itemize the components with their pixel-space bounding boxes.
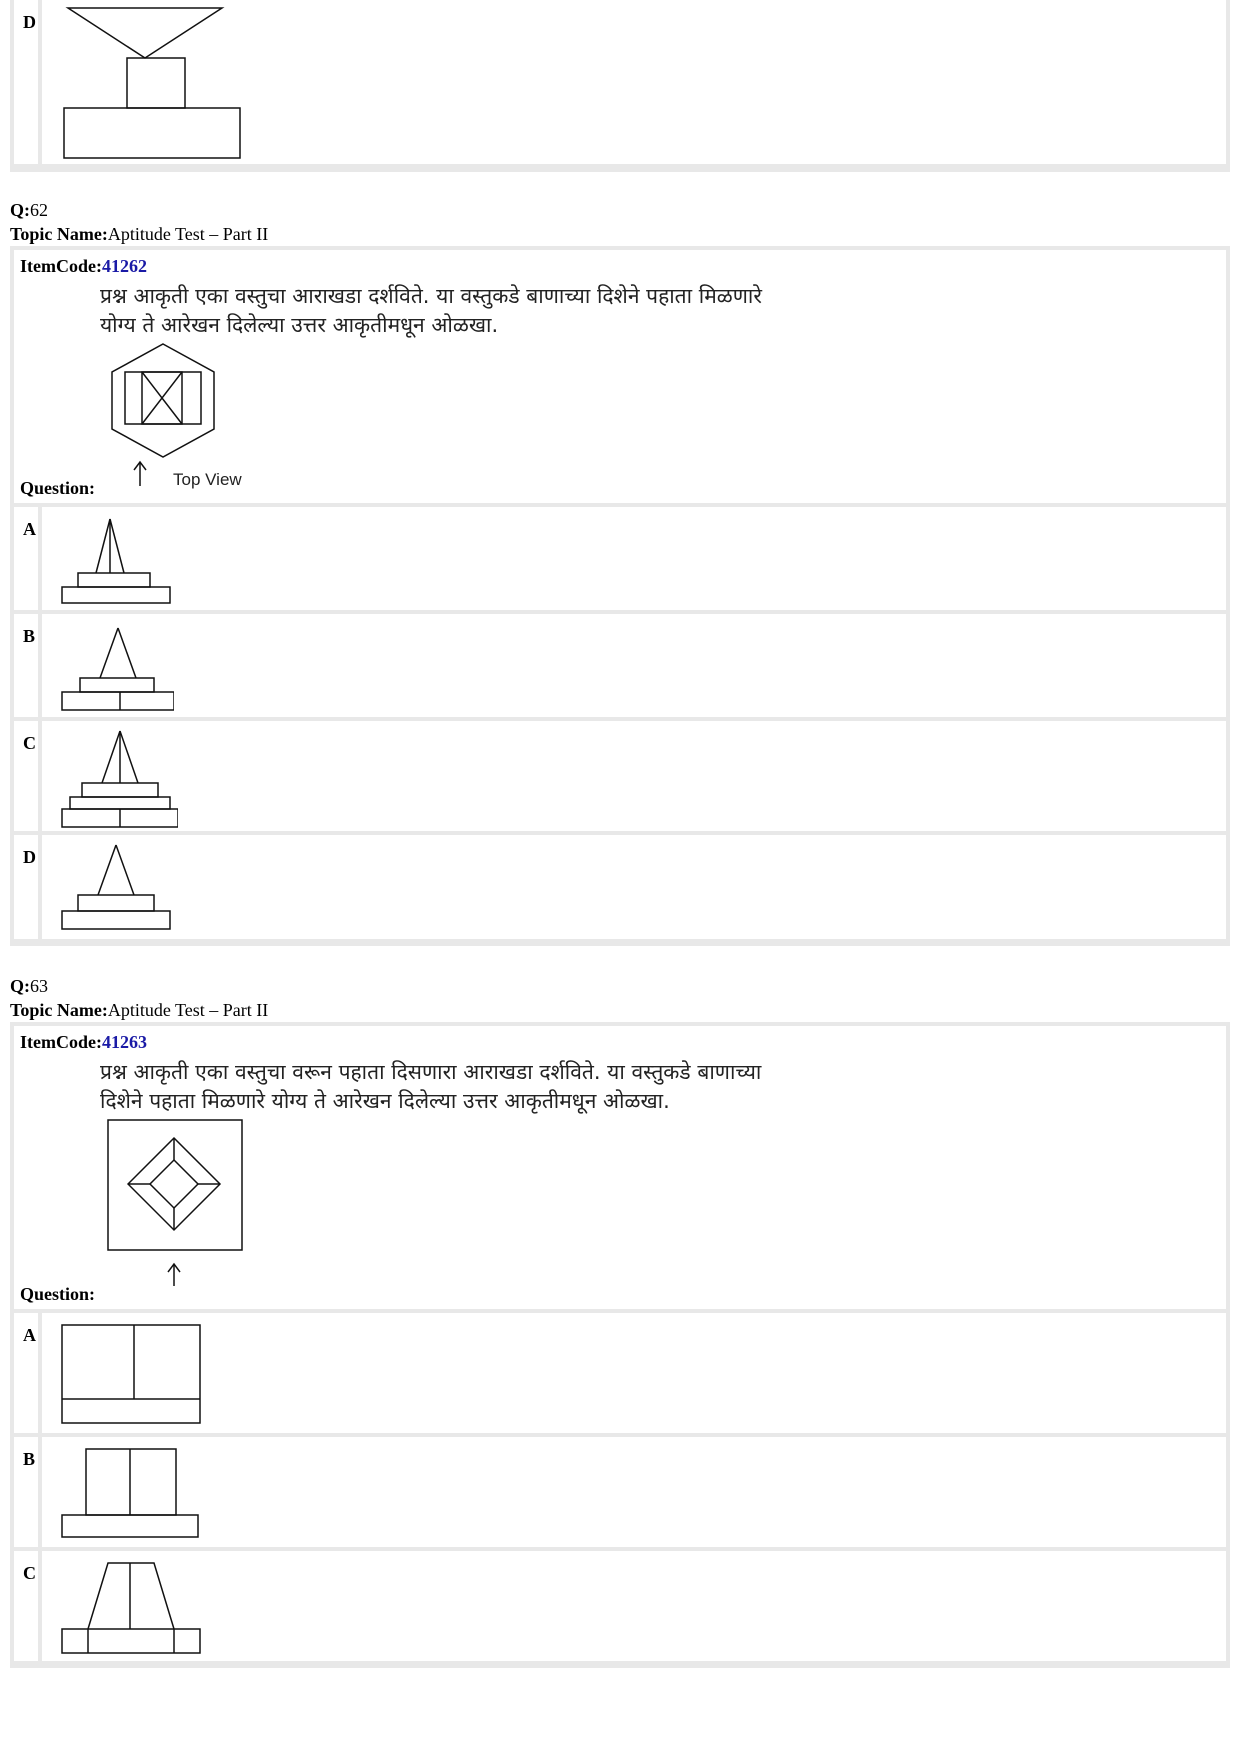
option-row-c[interactable]: [14, 1551, 1226, 1661]
item-code: ItemCode:41263: [20, 1032, 147, 1052]
option-row-a[interactable]: [14, 1313, 1226, 1433]
item-code: ItemCode:41262: [20, 256, 147, 276]
topic-name: Topic Name:Aptitude Test – Part II: [10, 1000, 269, 1020]
option-figure: [54, 725, 178, 829]
option-figure: [54, 618, 174, 716]
question-number: Q:63: [10, 976, 48, 996]
option-row-a[interactable]: [14, 507, 1226, 610]
option-letter: C: [14, 721, 42, 831]
option-figure: [54, 1447, 204, 1543]
option-figure: [54, 511, 174, 609]
question-number: Q:62: [10, 200, 48, 220]
question-label: Question:: [20, 478, 96, 498]
question-body: [14, 1026, 1226, 1309]
option-letter: A: [14, 507, 42, 610]
option-row-b[interactable]: [14, 1437, 1226, 1547]
option-figure: [54, 839, 174, 937]
option-row-b[interactable]: [14, 614, 1226, 717]
option-row-d[interactable]: [14, 835, 1226, 939]
option-letter: A: [14, 1313, 42, 1433]
question-63-box: [10, 1022, 1230, 1668]
option-figure: [54, 1323, 204, 1427]
question-62-box: [10, 246, 1230, 946]
topic-name: Topic Name:Aptitude Test – Part II: [10, 224, 269, 244]
question-figure-square: [106, 1118, 246, 1298]
option-letter: C: [14, 1551, 42, 1661]
prev-question-option-box: [10, 0, 1230, 172]
question-body: [14, 250, 1226, 503]
option-letter: B: [14, 1437, 42, 1547]
option-figure: [54, 0, 254, 162]
question-figure-hexagon: [106, 340, 226, 490]
figure-caption: Top View: [173, 470, 242, 489]
option-row-c[interactable]: [14, 721, 1226, 831]
option-letter: B: [14, 614, 42, 717]
option-letter: D: [14, 0, 42, 164]
question-text: प्रश्न आकृती एका वस्तुचा आराखडा दर्शविते. या वस्तुकडे बाणाच्या दिशेने पहाता मिळणारे योग्य ते आरेखन दिलेल्या उत्तर आकृतीमधून ओळखा.: [100, 284, 762, 337]
question-text: प्रश्न आकृती एका वस्तुचा वरून पहाता दिसणारा आराखडा दर्शविते. या वस्तुकडे बाणाच्या दिशेने पहाता मिळणारे योग्य ते आरेखन दिलेल्या उत्तर आकृतीमधून ओळखा.: [100, 1060, 762, 1113]
option-letter: D: [14, 835, 42, 939]
option-figure: [54, 1561, 204, 1657]
option-row-d[interactable]: [14, 0, 1226, 164]
question-label: Question:: [20, 1284, 96, 1304]
